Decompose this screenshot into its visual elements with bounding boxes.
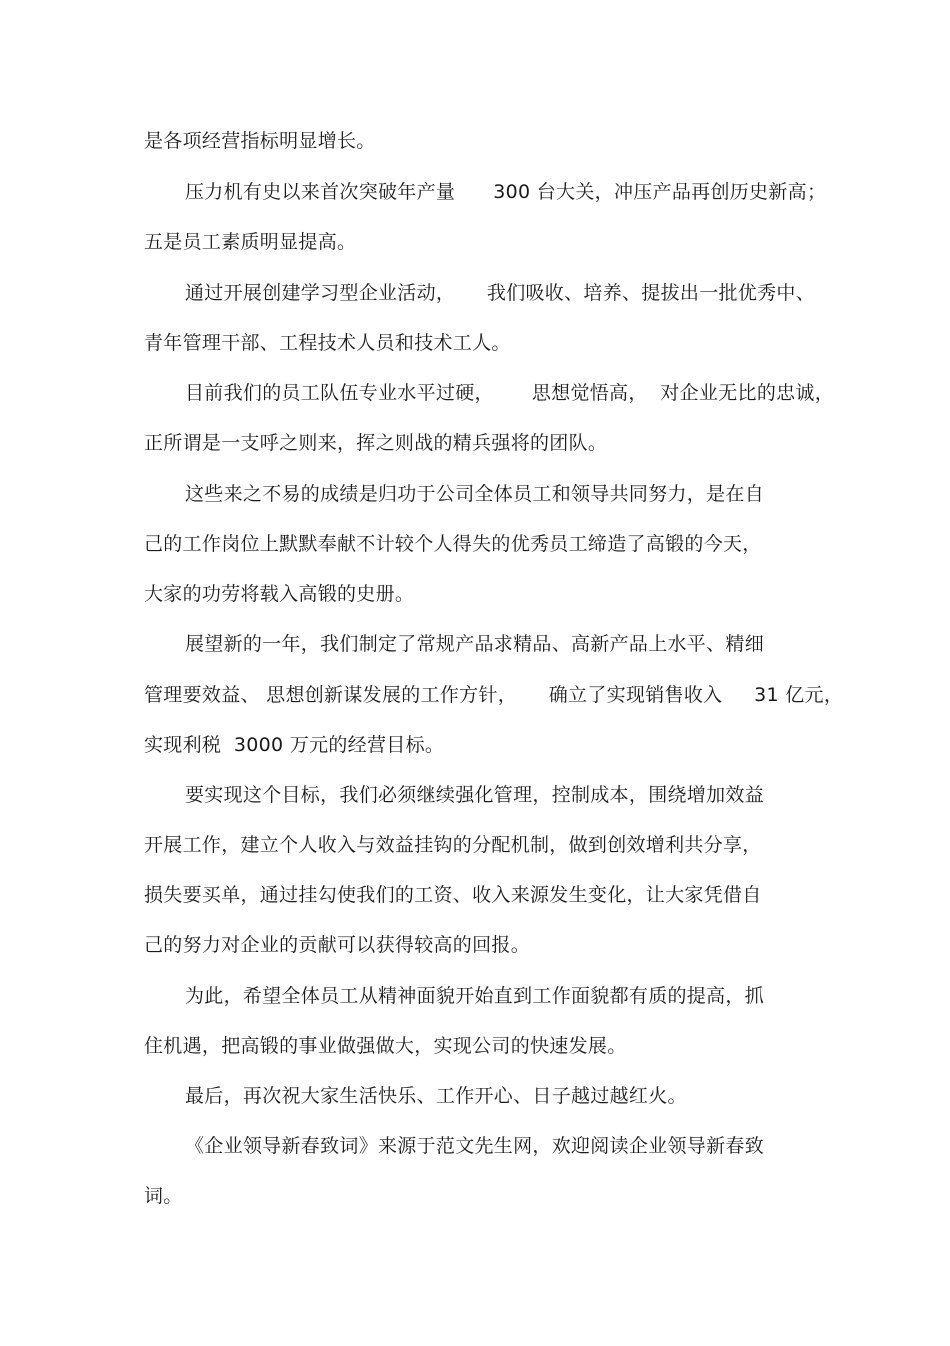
text-line: 正所谓是一支呼之则来，挥之则战的精兵强将的团队。 <box>144 432 608 454</box>
text-line: 《企业领导新春致词》来源于范文先生网，欢迎阅读企业领导新春致 <box>185 1135 765 1157</box>
text-line: 管理要效益、 思想创新谋发展的工作方针， 确立了实现销售收入 31 亿元， <box>144 684 844 706</box>
text-line: 住机遇，把高锻的事业做强做大，实现公司的快速发展。 <box>144 1035 627 1057</box>
text-line: 通过开展创建学习型企业活动， 我们吸收、培养、提拔出一批优秀中、 <box>185 282 815 304</box>
text-line: 展望新的一年，我们制定了常规产品求精品、高新产品上水平、精细 <box>185 633 765 655</box>
text-line: 最后，再次祝大家生活快乐、工作开心、日子越过越红火。 <box>185 1085 687 1107</box>
text-line: 开展工作，建立个人收入与效益挂钩的分配机制，做到创效增利共分享， <box>144 834 762 856</box>
text-line: 目前我们的员工队伍专业水平过硬， 思想觉悟高， 对企业无比的忠诚， <box>185 382 835 404</box>
text-line: 要实现这个目标，我们必须继续强化管理，控制成本，围绕增加效益 <box>185 784 765 806</box>
text-line: 这些来之不易的成绩是归功于公司全体员工和领导共同努力，是在自 <box>185 483 765 505</box>
text-line: 词。 <box>144 1185 183 1207</box>
text-line: 青年管理干部、工程技术人员和技术工人。 <box>144 332 511 354</box>
text-line: 压力机有史以来首次突破年产量 300 台大关，冲压产品再创历史新高； <box>185 181 827 203</box>
text-line: 为此，希望全体员工从精神面貌开始直到工作面貌都有质的提高，抓 <box>185 985 765 1007</box>
text-line: 大家的功劳将载入高锻的史册。 <box>144 583 415 605</box>
text-line: 己的努力对企业的贡献可以获得较高的回报。 <box>144 934 531 956</box>
text-line: 是各项经营指标明显增长。 <box>144 130 376 152</box>
text-line: 损失要买单，通过挂勾使我们的工资、收入来源发生变化，让大家凭借自 <box>144 884 762 906</box>
text-line: 己的工作岗位上默默奉献不计较个人得失的优秀员工缔造了高锻的今天， <box>144 533 762 555</box>
text-line: 五是员工素质明显提高。 <box>144 231 357 253</box>
text-line: 实现利税 3000 万元的经营目标。 <box>144 734 445 756</box>
